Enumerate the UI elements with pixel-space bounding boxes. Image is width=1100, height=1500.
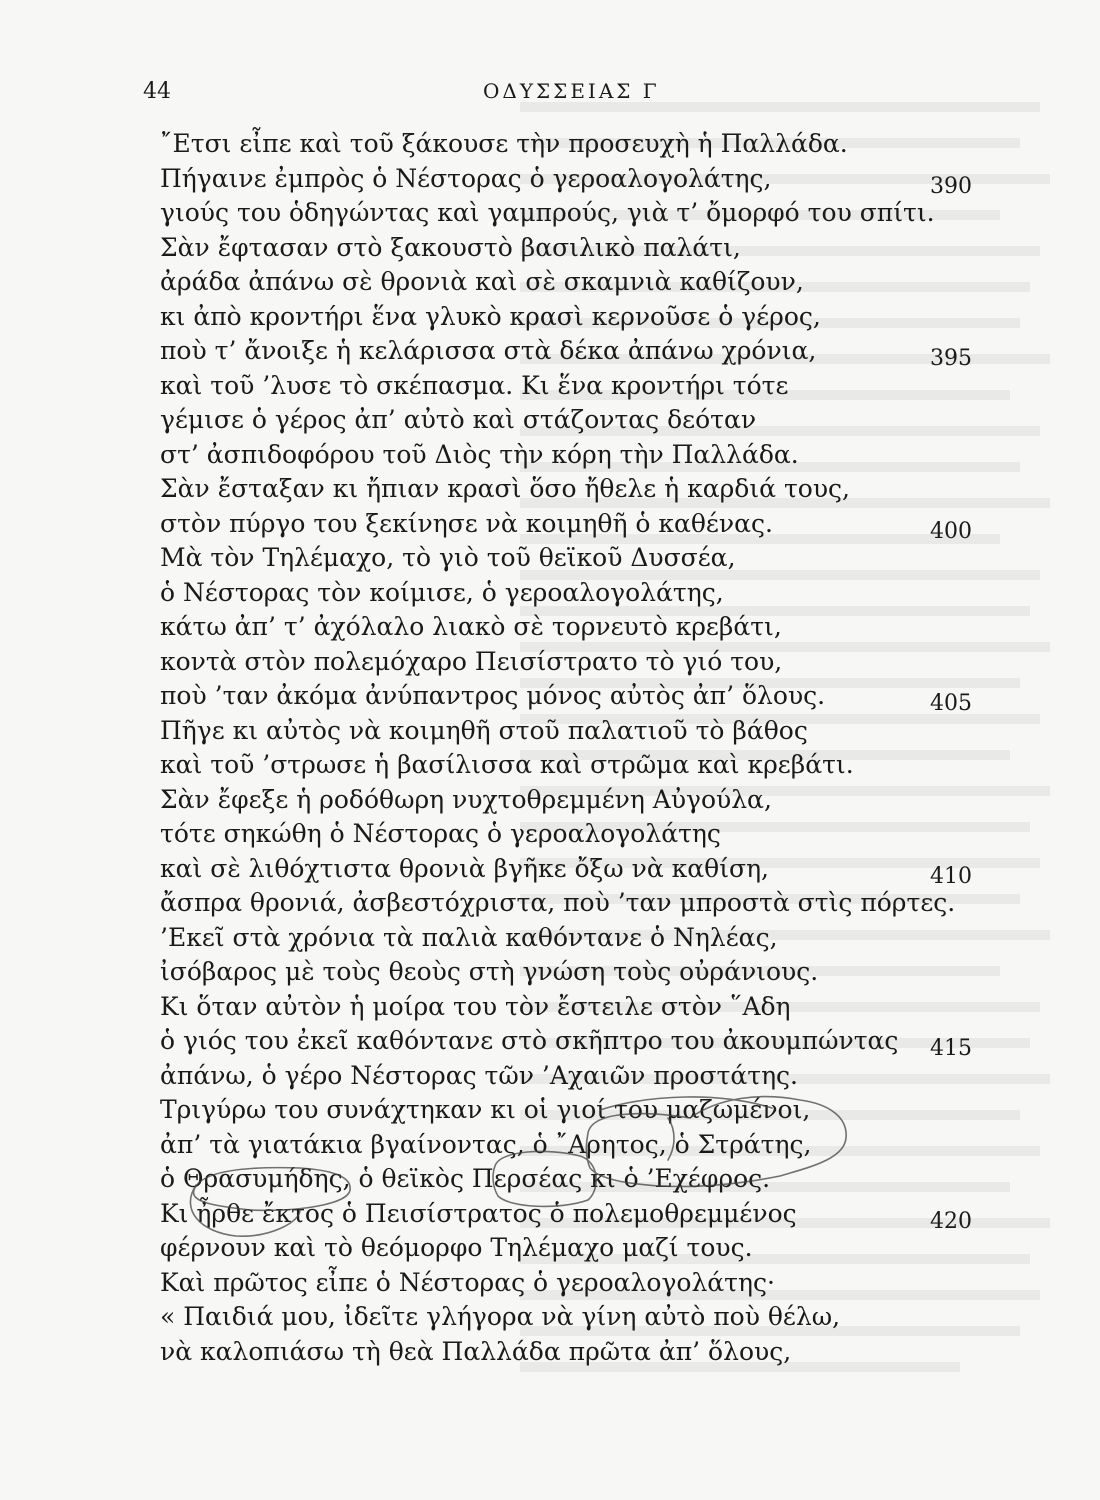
- verse-line: [160, 886, 1020, 921]
- verse-text: γιούς του ὁδηγώντας καὶ γαμπρούς, γιὰ τ’ ὄμορφό του σπίτι.: [160, 198, 935, 227]
- verse-line: [160, 300, 1020, 335]
- verse-text: κάτω ἀπ’ τ’ ἀχόλαλο λιακὸ σὲ τορνευτὸ κρεβάτι,: [160, 612, 782, 641]
- verse-line: [160, 955, 1020, 990]
- verse-text: Μὰ τὸν Τηλέμαχο, τὸ γιὸ τοῦ θεϊκοῦ Δυσσέα,: [160, 543, 736, 572]
- verse-line: [160, 541, 1020, 576]
- verse-text: ἀπ’ τὰ γιατάκια βγαίνοντας, ὁ ῎Αρητος, ὁ Στράτης,: [160, 1129, 812, 1159]
- verse-line: [160, 369, 1020, 404]
- verse-text: γέμισε ὁ γέρος ἀπ’ αὐτὸ καὶ στάζοντας δεόταν: [160, 405, 757, 434]
- verse-text: ’Εκεῖ στὰ χρόνια τὰ παλιὰ καθόντανε ὁ Νηλέας,: [160, 922, 778, 952]
- verse-line: [160, 1266, 1020, 1301]
- verse-text: ποὺ τ’ ἄνοιξε ἡ κελάρισσα στὰ δέκα ἀπάνω χρόνια,: [160, 336, 817, 365]
- line-number: 410: [930, 863, 972, 889]
- verse-line: [160, 403, 1020, 438]
- verse-line: [160, 1231, 1020, 1266]
- verse-text: κοντὰ στὸν πολεμόχαρο Πεισίστρατο τὸ γιό του,: [160, 646, 783, 676]
- verse-line: [160, 817, 1020, 852]
- verse-line: [160, 1093, 1020, 1128]
- verse-line: [160, 783, 1020, 818]
- verse-line: [160, 714, 1020, 749]
- verse-line: [160, 748, 1020, 783]
- verse-text: ὁ γιός του ἐκεῖ καθόντανε στὸ σκῆπτρο του ἀκουμπώντας: [160, 1026, 899, 1055]
- verse-text: καὶ τοῦ ’λυσε τὸ σκέπασμα. Κι ἕνα κροντήρι τότε: [160, 370, 789, 400]
- verse-line: [160, 645, 1020, 680]
- verse-text: ῎Ετσι εἶπε καὶ τοῦ ξάκουσε τὴν προσευχὴ ἡ Παλλάδα.: [160, 129, 848, 158]
- line-number: 415: [930, 1036, 972, 1061]
- verse-text: ὁ Θρασυμήδης, ὁ θεϊκὸς Περσέας κι ὁ ’Εχέφρος.: [160, 1164, 771, 1193]
- verse-text: Πῆγε κι αὐτὸς νὰ κοιμηθῆ στοῦ παλατιοῦ τὸ βάθος: [160, 715, 808, 745]
- line-number: 395: [930, 346, 972, 371]
- page-number: 44: [143, 79, 171, 104]
- verse-line: [160, 679, 1020, 714]
- verse-text: Καὶ πρῶτος εἶπε ὁ Νέστορας ὁ γεροαλογολάτης·: [160, 1267, 775, 1297]
- verse-line: [160, 610, 1020, 645]
- verse-text: ὁ Νέστορας τὸν κοίμισε, ὁ γεροαλογολάτης,: [160, 577, 724, 607]
- line-number: 390: [930, 173, 972, 199]
- verse-line: [160, 921, 1020, 956]
- verse-text: φέρνουν καὶ τὸ θεόμορφο Τηλέμαχο μαζί τους.: [160, 1233, 753, 1262]
- verse-line: [160, 127, 1020, 162]
- verse-text: Σὰν ἔσταξαν κι ἤπιαν κρασὶ ὅσο ἤθελε ἡ καρδιά τους,: [160, 474, 851, 503]
- verse-text: ἄσπρα θρονιά, ἀσβεστόχριστα, ποὺ ’ταν μπροστὰ στὶς πόρτες.: [160, 888, 956, 917]
- verse-line: [160, 472, 1020, 507]
- verse-text: « Παιδιά μου, ἰδεῖτε γλήγορα νὰ γίνη αὐτὸ ποὺ θέλω,: [160, 1302, 841, 1331]
- verse-line: [160, 196, 1020, 231]
- verse-block: [160, 127, 1020, 1369]
- verse-text: στὸν πύργο του ξεκίνησε νὰ κοιμηθῆ ὁ καθένας.: [160, 508, 773, 538]
- verse-text: Σὰν ἔφεξε ἡ ροδόθωρη νυχτοθρεμμένη Αὐγούλα,: [160, 784, 772, 814]
- verse-text: ποὺ ’ταν ἀκόμα ἀνύπαντρος μόνος αὐτὸς ἀπ’ ὅλους.: [160, 681, 826, 710]
- verse-text: Τριγύρω του συνάχτηκαν κι οἱ γιοί του μαζωμένοι,: [160, 1095, 811, 1124]
- verse-line: [160, 1024, 1020, 1059]
- verse-text: καὶ σὲ λιθόχτιστα θρονιὰ βγῆκε ὄξω νὰ καθίση,: [160, 853, 769, 883]
- verse-line: [160, 507, 1020, 542]
- line-number: 400: [930, 518, 972, 544]
- verse-line: [160, 1197, 1020, 1232]
- verse-line: [160, 231, 1020, 266]
- verse-line: [160, 852, 1020, 887]
- verse-text: νὰ καλοπιάσω τὴ θεὰ Παλλάδα πρῶτα ἀπ’ ὅλους,: [160, 1336, 792, 1366]
- running-title: ΟΔΥΣΣΕΙΑΣ Γ: [483, 79, 660, 103]
- verse-text: Κι ὅταν αὐτὸν ἡ μοίρα του τὸν ἔστειλε στὸν ῞Αδη: [160, 991, 791, 1021]
- line-number: 405: [930, 691, 972, 716]
- verse-text: Σὰν ἔφτασαν στὸ ξακουστὸ βασιλικὸ παλάτι,: [160, 232, 741, 262]
- verse-line: [160, 576, 1020, 611]
- verse-line: [160, 438, 1020, 473]
- verse-text: ἀράδα ἀπάνω σὲ θρονιὰ καὶ σὲ σκαμνιὰ καθίζουν,: [160, 267, 804, 296]
- verse-line: [160, 265, 1020, 300]
- verse-line: [160, 334, 1020, 369]
- verse-line: [160, 990, 1020, 1025]
- verse-line: [160, 1300, 1020, 1335]
- verse-text: καὶ τοῦ ’στρωσε ἡ βασίλισσα καὶ στρῶμα καὶ κρεβάτι.: [160, 750, 854, 779]
- verse-line: [160, 1128, 1020, 1163]
- verse-text: κι ἀπὸ κροντήρι ἕνα γλυκὸ κρασὶ κερνοῦσε ὁ γέρος,: [160, 301, 821, 331]
- verse-text: στ’ ἀσπιδοφόρου τοῦ Διὸς τὴν κόρη τὴν Παλλάδα.: [160, 439, 799, 469]
- verse-text: τότε σηκώθη ὁ Νέστορας ὁ γεροαλογολάτης: [160, 819, 721, 848]
- verse-line: [160, 162, 1020, 197]
- line-number: 420: [930, 1208, 972, 1234]
- verse-line: [160, 1059, 1020, 1094]
- verse-line: [160, 1335, 1020, 1370]
- verse-line: [160, 1162, 1020, 1197]
- verse-text: Πήγαινε ἐμπρὸς ὁ Νέστορας ὁ γεροαλογολάτης,: [160, 163, 772, 193]
- verse-text: ἰσόβαρος μὲ τοὺς θεοὺς στὴ γνώση τοὺς οὐράνιους.: [160, 957, 819, 986]
- verse-text: Κι ἦρθε ἔκτος ὁ Πεισίστρατος ὁ πολεμοθρεμμένος: [160, 1198, 797, 1228]
- verse-text: ἀπάνω, ὁ γέρο Νέστορας τῶν ’Αχαιῶν προστάτης.: [160, 1060, 799, 1090]
